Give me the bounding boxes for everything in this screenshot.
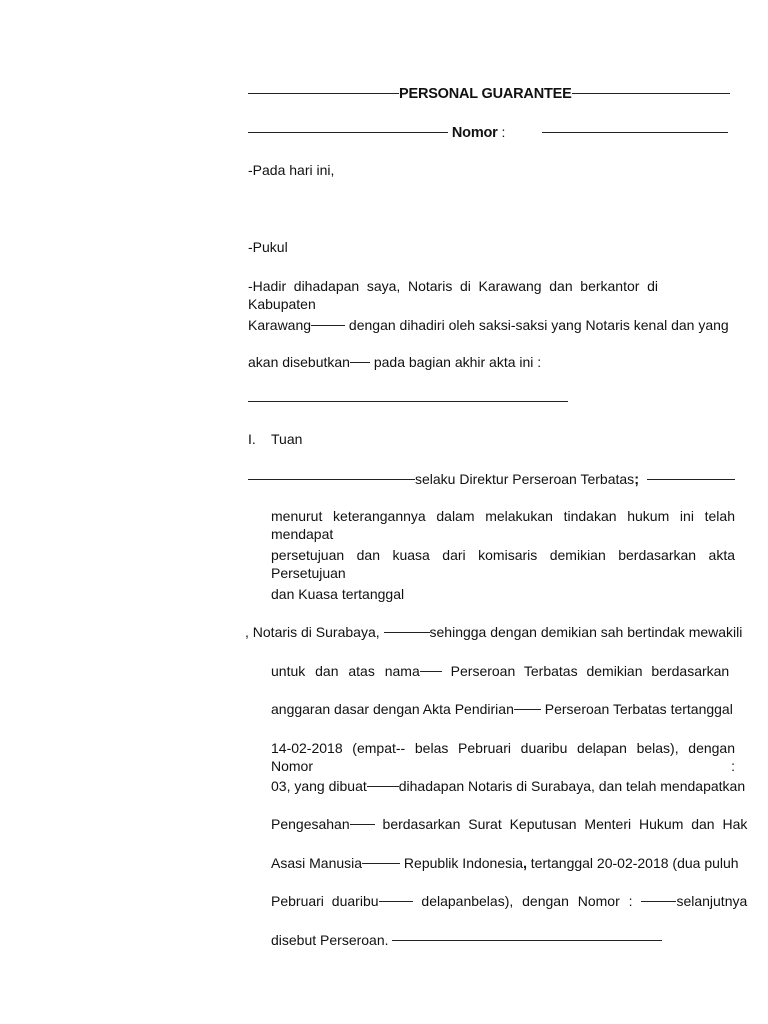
appear-line-3-b: pada bagian akhir akta ini : [369,354,542,370]
dash-leader [384,632,430,633]
role-semicolon: ; [634,472,639,488]
appear-line-2 [248,316,729,334]
dash-leader [248,93,399,94]
role-trailer [647,470,735,488]
appear-line-1: -Hadir dihadapan saya, Notaris di Karawang dan berkantor di Kabupaten [248,278,658,312]
p2-line-8-b: delapanbelas), dengan Nomor : [412,893,642,909]
p2-line-3 [271,700,733,718]
p2-line-5-b: dihadapan Notaris di Surabaya, dan telah mendapatkan [398,778,746,794]
p2-line-9-text: disebut Perseroan. [271,932,393,948]
p1-line-1: menurut keterangannya dalam melakukan tindakan hukum ini telah mendapat [271,508,735,542]
dash-leader [420,671,442,672]
dash-leader [514,709,541,710]
p2-line-2-b: Perseroan Terbatas demikian berdasarkan [441,663,730,679]
dash-leader [392,940,662,941]
p2-line-1 [245,623,742,641]
dash-leader [542,132,728,133]
appear-line-2-a: Karawang [248,317,312,333]
role-line [248,470,639,489]
p2-line-4: 14-02-2018 (empat-- belas Pebruari duaribu delapan belas), dengan Nomor : [271,740,735,774]
dash-leader [362,863,400,864]
p2-line-7-c: tertanggal 20-02-2018 (dua puluh [526,855,739,871]
nomor-colon: : [497,124,506,140]
p2-line-7-b: Republik Indonesia [400,855,524,871]
document-title: PERSONAL GUARANTEE [399,86,572,102]
p2-line-7 [271,854,739,873]
day-line: -Pada hari ini, [248,162,335,178]
p2-line-7-a: Asasi Manusia [271,855,363,871]
title-line [248,84,730,103]
p2-line-8 [271,892,747,910]
p2-line-3-b: Perseroan Terbatas tertanggal [540,701,733,717]
p2-line-5-a: 03, yang dibuat [271,778,367,794]
nomor-value-line [542,123,728,141]
appear-line-2-b: dengan dihadiri oleh saksi-saksi yang Notaris kenal dan yang [345,317,729,333]
p2-line-8-a: Pebruari duaribu [271,893,379,909]
nomor-line [248,123,505,142]
dash-leader [350,362,370,363]
dash-leader [248,401,568,402]
section-label: Tuan [271,431,303,447]
dash-leader [248,479,415,480]
section-number: I. [248,431,256,447]
p2-line-5 [271,777,745,795]
p2-line-2 [271,662,729,680]
dash-leader [647,479,735,480]
p1-line-2: persetujuan dan kuasa dari komisaris demikian berdasarkan akta Persetujuan [271,547,735,581]
appear-line-3-a: akan disebutkan [248,354,350,370]
dash-leader [311,325,345,326]
p2-line-6 [271,815,747,833]
dash-leader [350,824,375,825]
dash-leader [379,901,413,902]
time-line: -Pukul [248,239,288,255]
p2-line-8-c: selanjutnya [676,893,748,909]
p2-line-2-a: untuk dan atas nama [271,663,420,679]
p1-line-3: dan Kuasa tertanggal [271,586,405,602]
role-text: selaku Direktur Perseroan Terbatas [415,471,635,487]
dash-leader [572,93,730,94]
dash-leader [641,901,676,902]
separator-line [248,392,568,410]
p2-line-3-a: anggaran dasar dengan Akta Pendirian [271,701,514,717]
p2-line-7-comma: , [523,856,527,872]
dash-leader [248,132,448,133]
p2-line-1-a: , Notaris di Surabaya, [245,624,384,640]
p2-line-6-a: Pengesahan [271,816,350,832]
dash-leader [367,786,399,787]
p2-line-9 [271,931,662,949]
p2-line-1-b: sehingga dengan demikian sah bertindak mewakili [429,624,743,640]
p2-line-6-b: berdasarkan Surat Keputusan Menteri Hukum dan Hak [374,816,748,832]
nomor-label: Nomor [451,125,498,141]
appear-line-3 [248,353,541,371]
